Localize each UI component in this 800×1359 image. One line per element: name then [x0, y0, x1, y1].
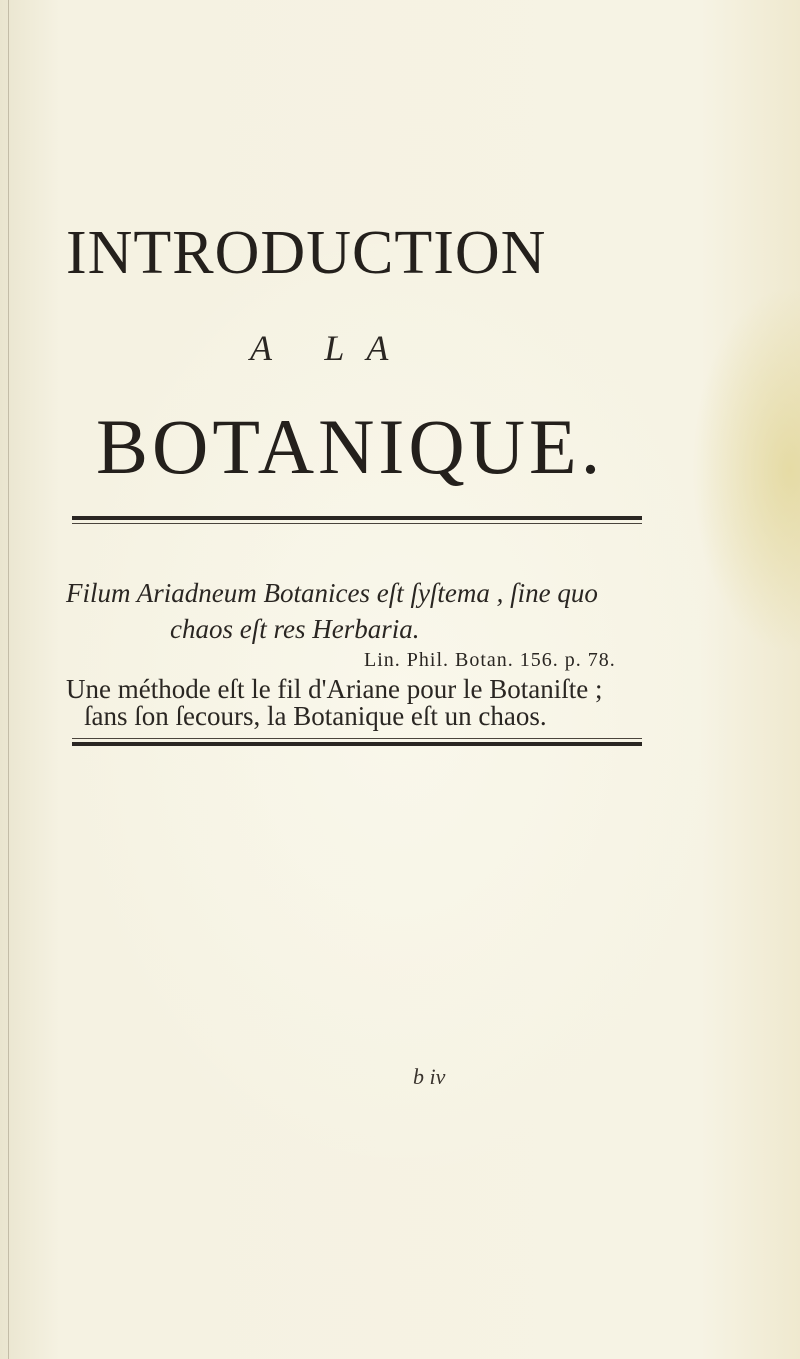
translation-line-2: ſans ſon ſecours, la Botanique eſt un chaos.: [84, 701, 547, 731]
epigraph-citation: Lin. Phil. Botan. 156. p. 78.: [364, 649, 616, 671]
page-edge: [8, 0, 9, 1359]
epigraph-line-2: chaos eſt res Herbaria.: [170, 614, 420, 644]
title-introduction: INTRODUCTION: [66, 219, 547, 287]
bottom-rule-thick: [72, 742, 642, 746]
title-botanique: BOTANIQUE.: [96, 403, 605, 490]
top-rule-thin: [72, 523, 642, 524]
translation-line-1: Une méthode eſt le fil d'Ariane pour le Botaniſte ;: [66, 674, 603, 704]
signature-mark: b iv: [413, 1064, 446, 1089]
epigraph-line-1: Filum Ariadneum Botanices eſt ſyſtema , ſine quo: [66, 578, 598, 608]
bottom-rule-thin: [72, 738, 642, 739]
title-a-la: A LA: [250, 328, 411, 368]
top-rule-thick: [72, 516, 642, 520]
